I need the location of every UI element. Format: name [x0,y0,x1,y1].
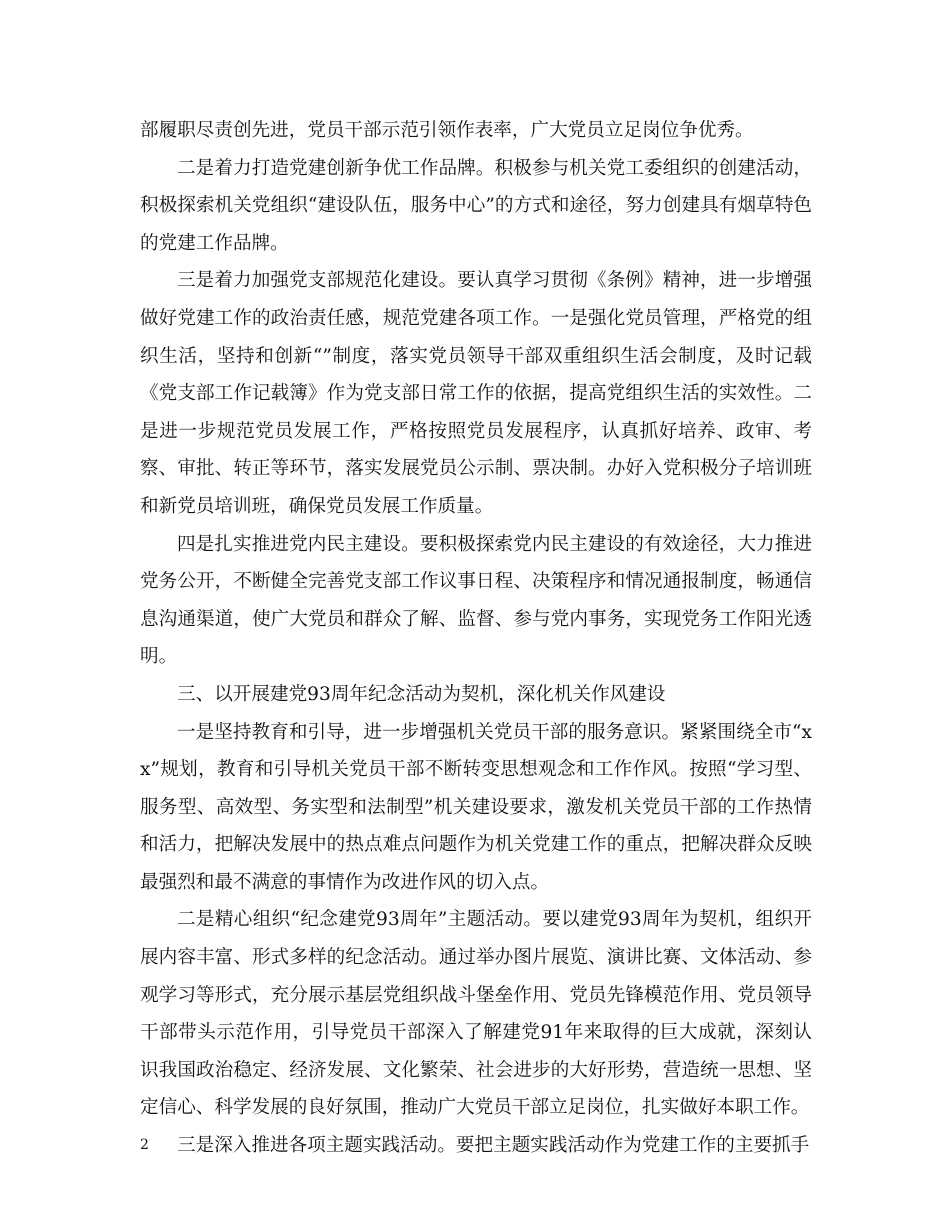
section-heading-three: 三、以开展建党93周年纪念活动为契机，深化机关作风建设 [177,683,666,705]
paragraph-education-guidance: 一是坚持教育和引导，进一步增强机关党员干部的服务意识。紧紧围绕全市“xx”规划，教育和引导机关党员干部不断转变思想观念和工作作风。按照“学习型、服务型、高效型、务实型和法制型”机关建设要求，激发机关党员干部的工作热情和活力，把解决发展中的热点难点问题作为机关党建工作的重点，把解决群众反映最强烈和最不满意的事情作为改进作风的切入点。 [140,721,812,893]
paragraph-brand-building: 二是着力打造党建创新争优工作品牌。积极参与机关党工委组织的创建活动，积极探索机关党组织“建设队伍，服务中心”的方式和途径，努力创建具有烟草特色的党建工作品牌。 [140,157,812,254]
paragraph-theme-practice: 三是深入推进各项主题实践活动。要把主题实践活动作为党建工作的主要抓手 [177,1135,810,1157]
paragraph-inner-party-democracy: 四是扎实推进党内民主建设。要积极探索党内民主建设的有效途径，大力推进党务公开，不断健全完善党支部工作议事日程、决策程序和情况通报制度，畅通信息沟通渠道，使广大党员和群众了解、监督、参与党内事务，实现党务工作阳光透明。 [140,533,812,668]
paragraph-anniversary-activities: 二是精心组织“纪念建党93周年”主题活动。要以建党93周年为契机，组织开展内容丰富、形式多样的纪念活动。通过举办图片展览、演讲比赛、文体活动、参观学习等形式，充分展示基层党组织战斗堡垒作用、党员先锋模范作用、党员领导干部带头示范作用，引导党员干部深入了解建党91年来取得的巨大成就，深刻认识我国政治稳定、经济发展、文化繁荣、社会进步的大好形势，营造统一思想、坚定信心、科学发展的良好氛围，推动广大党员干部立足岗位，扎实做好本职工作。 [140,909,812,1119]
document-body [140,112,812,1165]
paragraph-continuation: 部履职尽责创先进，党员干部示范引领作表率，广大党员立足岗位争优秀。 [140,120,754,141]
paragraph-branch-standardization: 三是着力加强党支部规范化建设。要认真学习贯彻《条例》精神，进一步增强做好党建工作的政治责任感，规范党建各项工作。一是强化党员管理，严格党的组织生活，坚持和创新“”制度，落实党员领导干部双重组织生活会制度，及时记载《党支部工作记载簿》作为党支部日常工作的依据，提高党组织生活的实效性。二是进一步规范党员发展工作，严格按照党员发展程序，认真抓好培养、政审、考察、审批、转正等环节，落实发展党员公示制、票决制。办好入党积极分子培训班和新党员培训班，确保党员发展工作质量。 [140,270,812,517]
page-number: 2 [140,1137,149,1153]
